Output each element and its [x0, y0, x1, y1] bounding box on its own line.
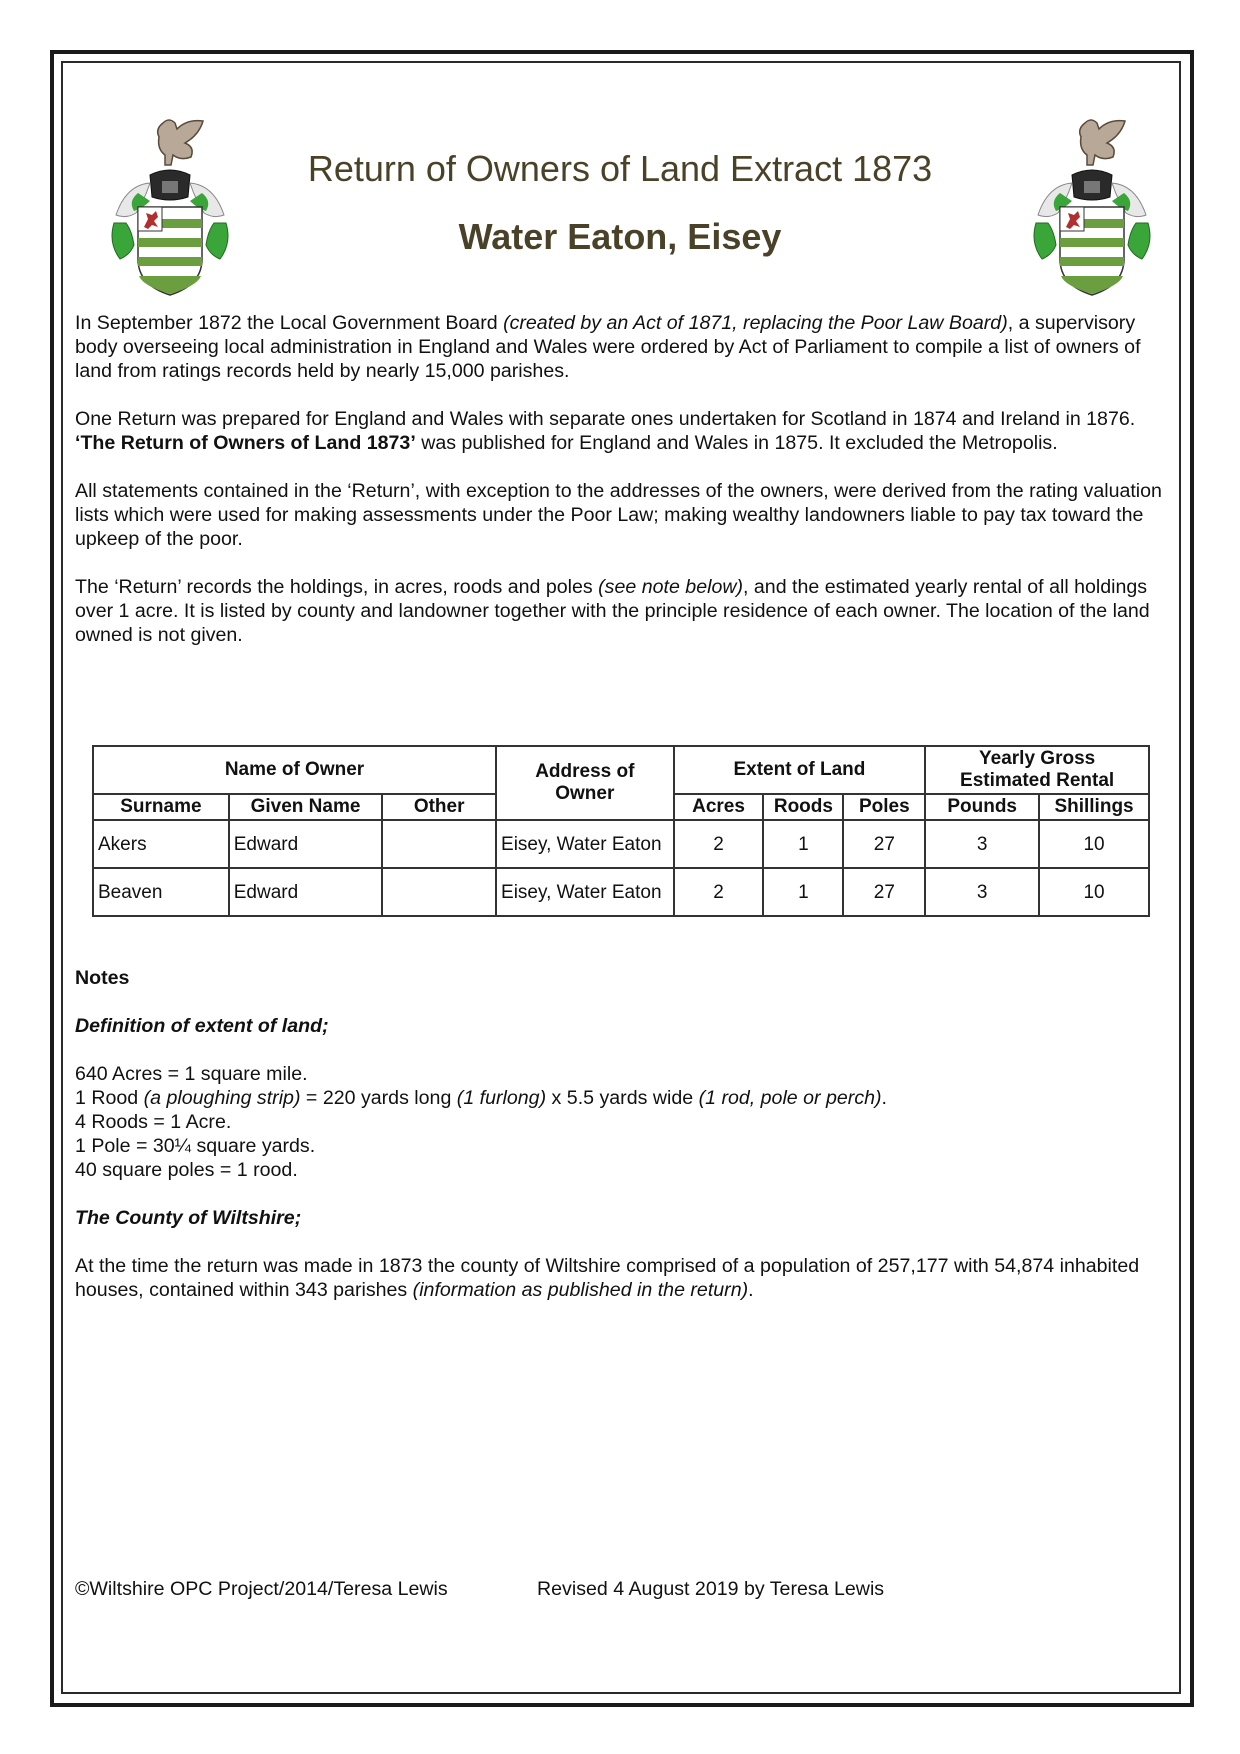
column-other: Other [382, 794, 496, 820]
cell-shillings: 10 [1039, 868, 1149, 916]
county-paragraph [75, 1254, 1170, 1302]
cell-other [382, 820, 496, 868]
column-poles: Poles [843, 794, 925, 820]
header-address-of-owner: Address of Owner [496, 746, 674, 820]
italic-text: (information as published in the return) [412, 1279, 749, 1301]
intro-section [75, 311, 1170, 671]
definition-line: 4 Roods = 1 Acre. [75, 1111, 232, 1133]
column-acres: Acres [674, 794, 764, 820]
column-surname: Surname [93, 794, 229, 820]
cell-roods: 1 [763, 868, 843, 916]
cell-pounds: 3 [925, 868, 1039, 916]
cell-surname: Akers [93, 820, 229, 868]
text: 1 Rood [75, 1087, 144, 1109]
text: , and the estimated yearly rental of all holdings over 1 acre. It is listed by county and landowner together with the principle residence of each owner. The location of the land owned is not given. [75, 576, 1150, 646]
cell-roods: 1 [763, 820, 843, 868]
cell-pounds: 3 [925, 820, 1039, 868]
italic-text: (a ploughing strip) [143, 1087, 301, 1109]
table-row [93, 820, 1149, 868]
text: x 5.5 yards wide [546, 1087, 699, 1109]
definition-heading: Definition of extent of land; [75, 1015, 329, 1037]
text: = 220 yards long [300, 1087, 457, 1109]
cell-shillings: 10 [1039, 820, 1149, 868]
column-pounds: Pounds [925, 794, 1039, 820]
cell-address: Eisey, Water Eaton [496, 868, 674, 916]
coat-of-arms-icon [1030, 115, 1154, 297]
cell-given-name: Edward [229, 868, 383, 916]
text: The ‘Return’ records the holdings, in acres, roods and poles [75, 576, 599, 598]
definition-line [75, 1086, 1170, 1110]
italic-text: (see note below) [598, 576, 744, 598]
intro-paragraph-2 [75, 407, 1170, 455]
italic-text: (1 rod, pole or perch) [698, 1087, 882, 1109]
cell-given-name: Edward [229, 820, 383, 868]
header-yearly-rental: Yearly Gross Estimated Rental [925, 746, 1149, 794]
intro-paragraph-1 [75, 311, 1170, 383]
cell-acres: 2 [674, 868, 764, 916]
cell-address: Eisey, Water Eaton [496, 820, 674, 868]
text: One Return was prepared for England and Wales with separate ones undertaken for Scotland in 1874 and Ireland in 1876. [75, 408, 1136, 430]
revised-text: Revised 4 August 2019 by Teresa Lewis [537, 1578, 885, 1600]
county-heading: The County of Wiltshire; [75, 1207, 302, 1229]
cell-poles: 27 [843, 820, 925, 868]
text: In September 1872 the Local Government Board [75, 312, 504, 334]
definition-line: 40 square poles = 1 rood. [75, 1159, 298, 1181]
intro-paragraph-3: All statements contained in the ‘Return’, with exception to the addresses of the owners, were derived from the rating valuation lists which were used for making assessments under the Poor Law; making wealthy landowners liable to pay tax toward the upkeep of the poor. [75, 480, 1162, 550]
text: , a supervisory body overseeing local administration in England and Wales were ordered by Act of Parliament to compile a list of owners of land from ratings records held by nearly 15,000 parishes. [75, 312, 1141, 382]
notes-heading: Notes [75, 967, 130, 989]
copyright-text: ©Wiltshire OPC Project/2014/Teresa Lewis [75, 1578, 448, 1600]
text: . [748, 1279, 754, 1301]
coat-of-arms-icon [108, 115, 232, 297]
header-name-of-owner: Name of Owner [93, 746, 496, 794]
intro-paragraph-4 [75, 575, 1170, 647]
table-row [93, 868, 1149, 916]
header-extent-of-land: Extent of Land [674, 746, 926, 794]
definition-line: 640 Acres = 1 square mile. [75, 1063, 308, 1085]
text: At the time the return was made in 1873 the county of Wiltshire comprised of a population of 257,177 with 54,874 inhabited houses, contained within 343 parishes [75, 1255, 1140, 1301]
column-shillings: Shillings [1039, 794, 1149, 820]
page-subtitle: Water Eaton, Eisey [458, 216, 782, 257]
notes-section [75, 966, 1170, 1302]
footer [75, 1578, 885, 1601]
italic-text: (created by an Act of 1871, replacing the Poor Law Board) [503, 312, 1008, 334]
text: was published for England and Wales in 1875. It excluded the Metropolis. [415, 432, 1058, 454]
cell-poles: 27 [843, 868, 925, 916]
owners-table [92, 745, 1150, 917]
text: . [881, 1087, 887, 1109]
page-title: Return of Owners of Land Extract 1873 [307, 148, 933, 189]
column-given-name: Given Name [229, 794, 383, 820]
cell-acres: 2 [674, 820, 764, 868]
cell-other [382, 868, 496, 916]
definition-line: 1 Pole = 30¼ square yards. [75, 1135, 316, 1157]
column-roods: Roods [763, 794, 843, 820]
bold-text: ‘The Return of Owners of Land 1873’ [75, 432, 416, 454]
cell-surname: Beaven [93, 868, 229, 916]
italic-text: (1 furlong) [456, 1087, 547, 1109]
